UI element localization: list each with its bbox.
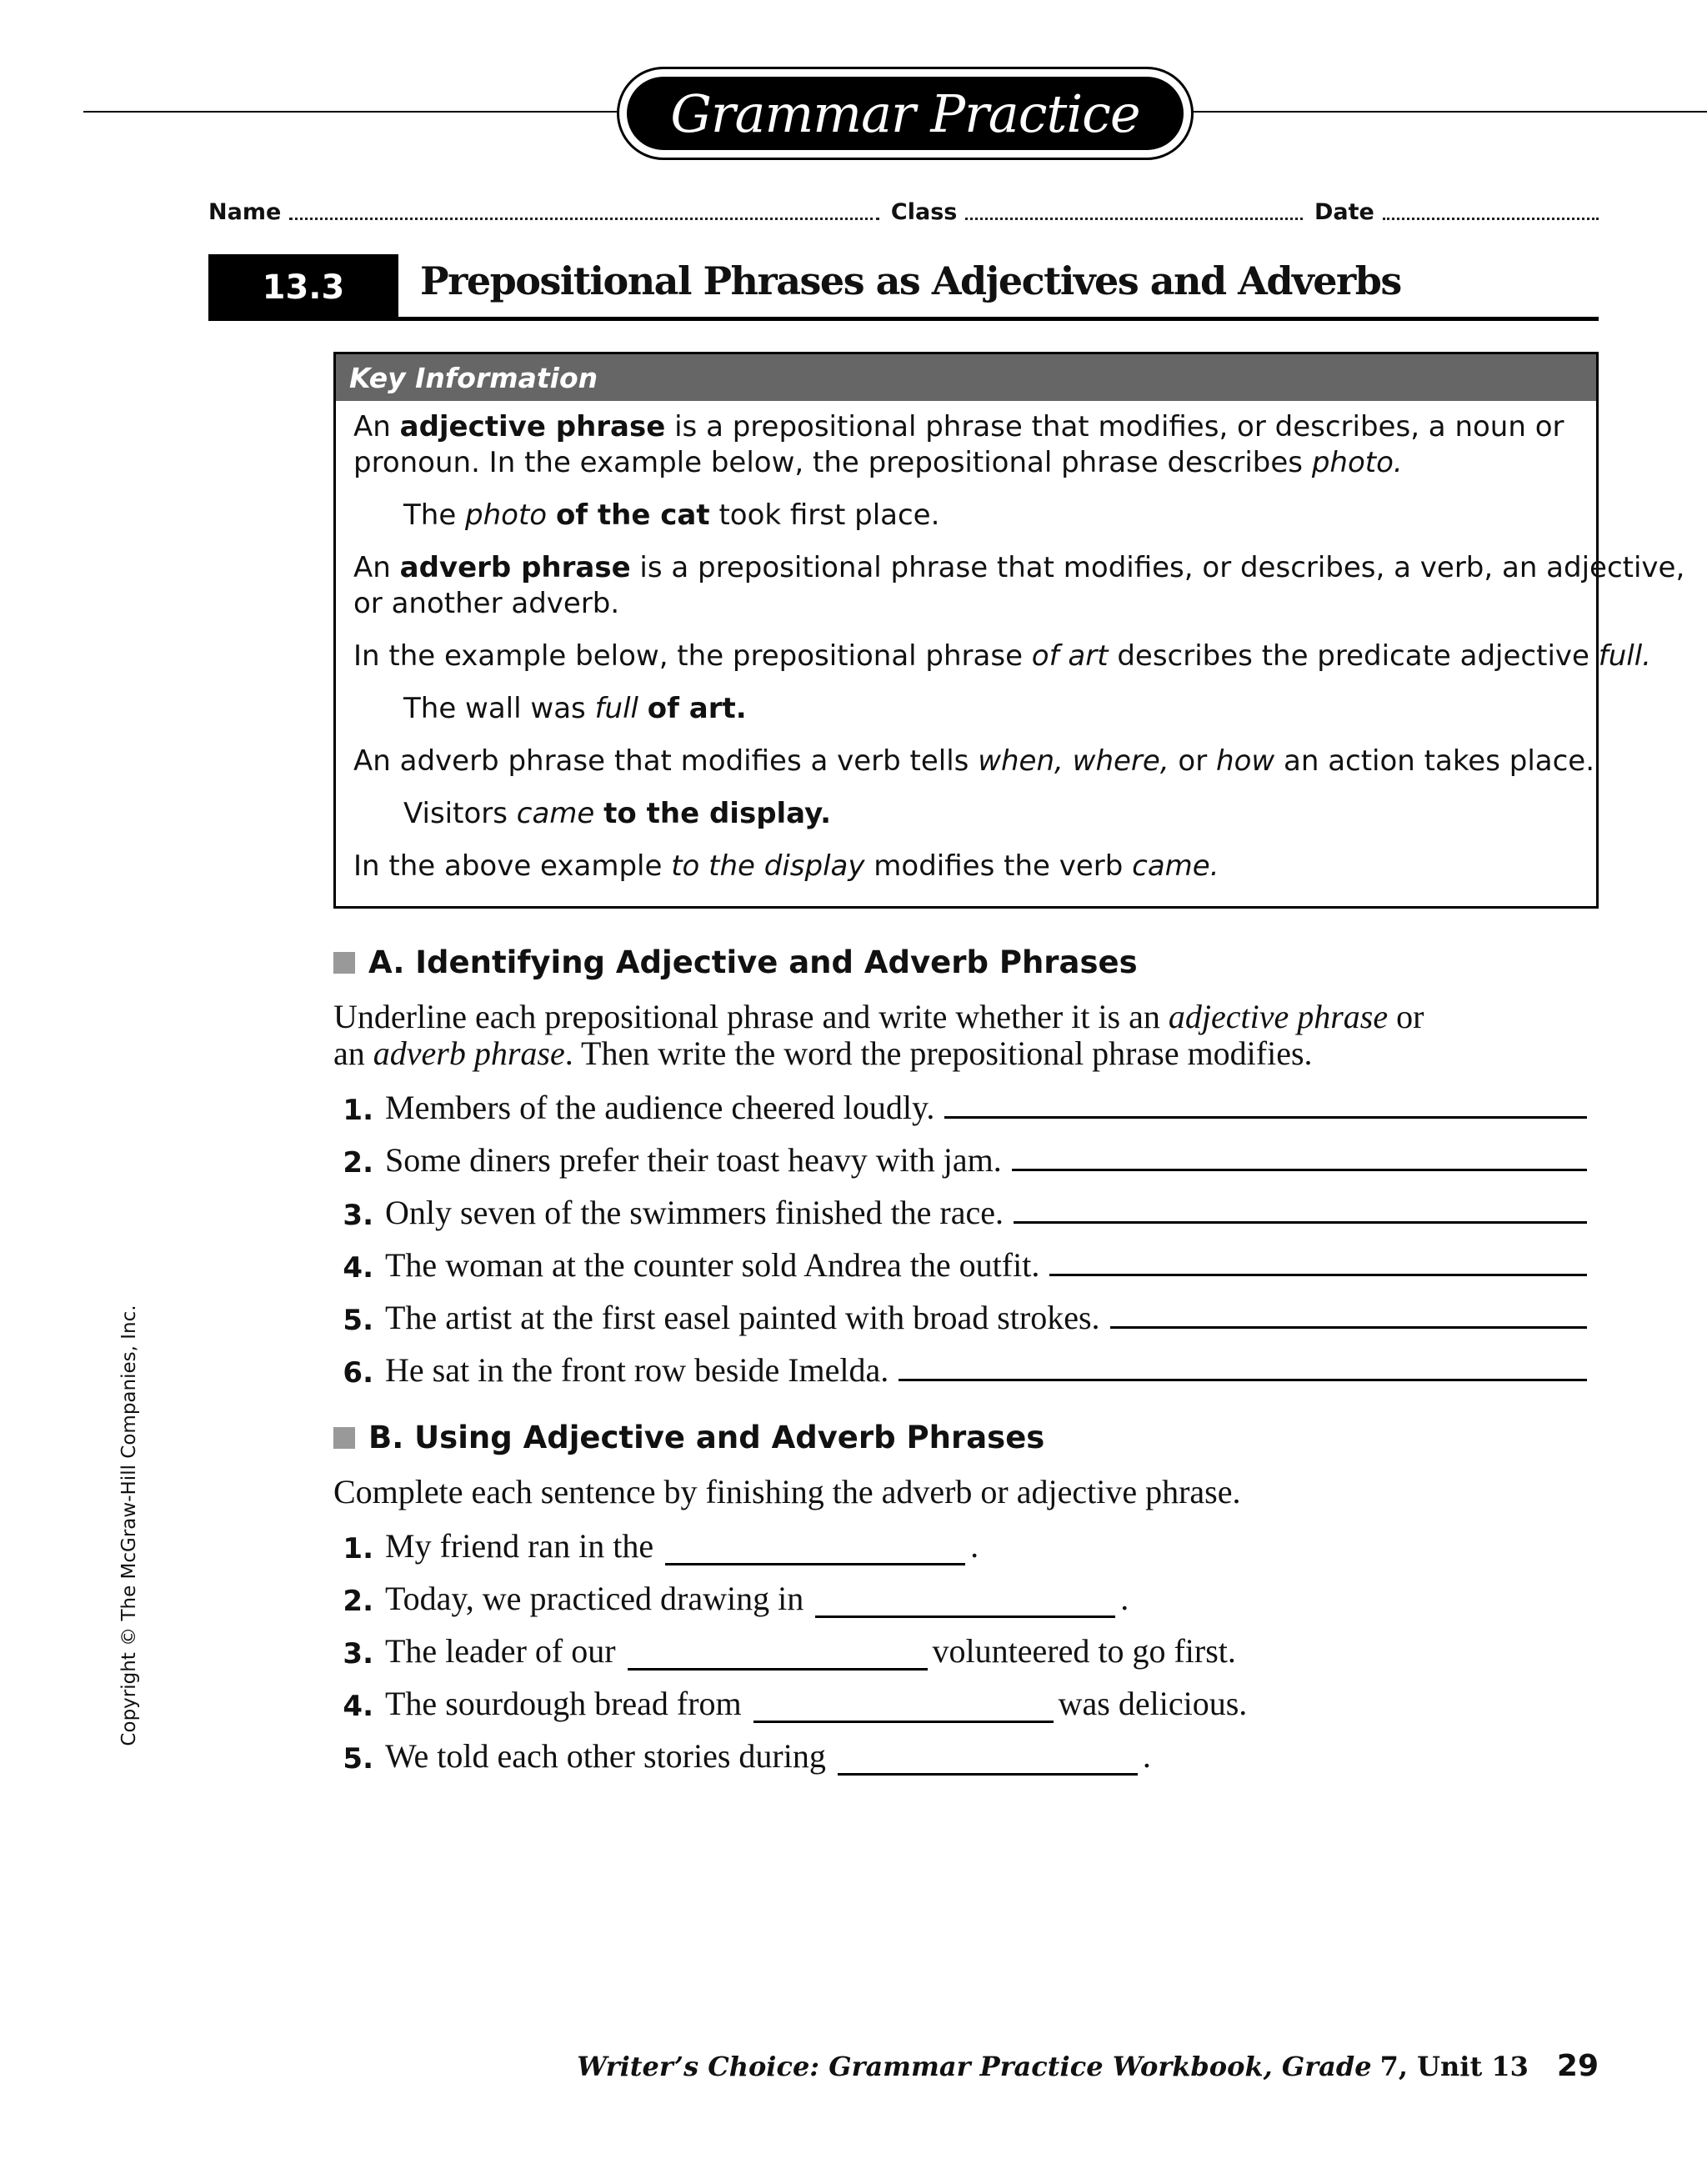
copyright-notice: Copyright © The McGraw-Hill Companies, Inc.: [118, 1305, 140, 1746]
list-item: 2. Some diners prefer their toast heavy with jam.: [333, 1138, 1587, 1180]
class-label: Class: [890, 199, 958, 225]
list-item: 4. The woman at the counter sold Andrea the outfit.: [333, 1243, 1587, 1285]
date-field[interactable]: [1383, 218, 1599, 220]
fill-in-blank[interactable]: [815, 1585, 1115, 1618]
key-paragraph-5: In the above example to the display modifies the verb came.: [353, 849, 1219, 883]
fill-in-blank[interactable]: [753, 1691, 1054, 1723]
key-example-1: The photo of the cat took first place.: [403, 498, 940, 532]
section-number: 13.3: [208, 254, 398, 321]
list-item: 3. Only seven of the swimmers finished the race.: [333, 1190, 1587, 1232]
part-a-items: [333, 1085, 1587, 1390]
date-label: Date: [1314, 199, 1374, 225]
page-number: 29: [1556, 2049, 1599, 2083]
footer-book-title: Writer’s Choice: Grammar Practice Workbook, Grade: [577, 2051, 1372, 2082]
key-paragraph-2-line-2: or another adverb.: [353, 587, 620, 620]
answer-line[interactable]: [944, 1116, 1587, 1119]
answer-line[interactable]: [1049, 1274, 1587, 1276]
key-paragraph-1-line-2: pronoun. In the example below, the prepositional phrase describes photo.: [353, 446, 1403, 479]
page-footer: [577, 2049, 1599, 2083]
key-paragraph-2: An adverb phrase is a prepositional phrase that modifies, or describes, a verb, an adjective,: [353, 551, 1685, 584]
banner-title: Grammar Practice: [627, 77, 1184, 150]
answer-line[interactable]: [1012, 1169, 1587, 1171]
part-a-instructions-line-1: Underline each prepositional phrase and write whether it is an adjective phrase or: [333, 998, 1424, 1035]
section-rule: [398, 317, 1599, 321]
answer-line[interactable]: [1110, 1326, 1587, 1329]
list-item: 1. Members of the audience cheered loudly.: [333, 1085, 1587, 1127]
list-item: 6. He sat in the front row beside Imelda.: [333, 1348, 1587, 1390]
list-item: 2. Today, we practiced drawing in .: [343, 1580, 1129, 1618]
key-paragraph-3: In the example below, the prepositional phrase of art describes the predicate adjective full.: [353, 639, 1651, 673]
section-title: Prepositional Phrases as Adjectives and Adverbs: [420, 258, 1401, 303]
footer-grade: 7: [1379, 2051, 1399, 2082]
list-item: 3. The leader of our volunteered to go first.: [343, 1632, 1236, 1671]
part-b-items: [333, 1524, 1247, 1776]
student-info-fields: [208, 192, 1599, 225]
key-example-2: The wall was full of art.: [403, 692, 747, 725]
class-field[interactable]: [965, 218, 1303, 220]
list-item: 5. We told each other stories during .: [343, 1737, 1151, 1776]
fill-in-blank[interactable]: [665, 1533, 965, 1565]
part-a-heading: A. Identifying Adjective and Adverb Phrases: [333, 944, 1138, 980]
fill-in-blank[interactable]: [838, 1743, 1138, 1776]
part-a-instructions-line-2: an adverb phrase. Then write the word the prepositional phrase modifies.: [333, 1034, 1313, 1072]
name-field[interactable]: [289, 218, 879, 220]
header-rule-right: [1194, 111, 1707, 113]
fill-in-blank[interactable]: [628, 1638, 928, 1671]
answer-line[interactable]: [1014, 1221, 1587, 1224]
part-b-heading: B. Using Adjective and Adverb Phrases: [333, 1420, 1044, 1455]
key-paragraph-4: An adverb phrase that modifies a verb tells when, where, or how an action takes place.: [353, 744, 1595, 778]
part-b-instructions: Complete each sentence by finishing the adverb or adjective phrase.: [333, 1473, 1241, 1510]
key-paragraph-1: An adjective phrase is a prepositional phrase that modifies, or describes, a noun or: [353, 410, 1564, 443]
list-item: 1. My friend ran in the .: [343, 1527, 979, 1565]
square-bullet-icon: [333, 952, 355, 974]
name-label: Name: [208, 199, 282, 225]
key-information-heading: Key Information: [336, 354, 1596, 401]
footer-unit: , Unit 13: [1398, 2051, 1529, 2082]
list-item: 5. The artist at the first easel painted with broad strokes.: [333, 1295, 1587, 1337]
list-item: 4. The sourdough bread from was delicious.: [343, 1685, 1248, 1723]
answer-line[interactable]: [899, 1379, 1587, 1381]
square-bullet-icon: [333, 1427, 355, 1449]
header-rule-left: [83, 111, 617, 113]
key-example-3: Visitors came to the display.: [403, 797, 832, 830]
